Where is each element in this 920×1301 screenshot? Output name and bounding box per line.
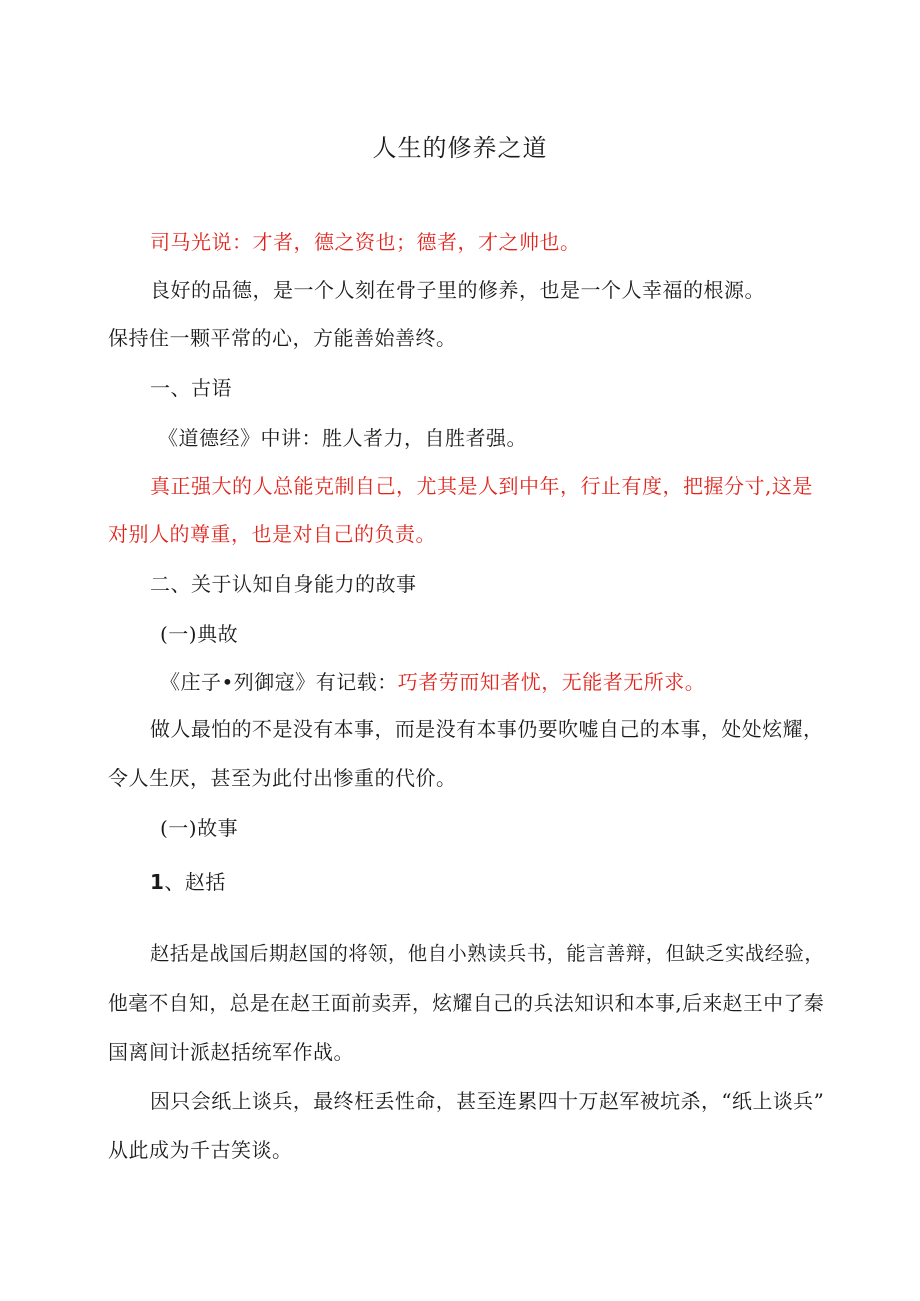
story-1-number: 1 bbox=[150, 870, 165, 894]
paragraph-3-line-2: 他毫不自知，总是在赵王面前卖弄，炫耀自己的兵法知识和本事,后来赵王中了秦 bbox=[108, 992, 825, 1015]
document-title: 人生的修养之道 bbox=[372, 134, 548, 162]
paragraph-4-line-1: 因只会纸上谈兵，最终枉丢性命，甚至连累四十万赵军被坑杀，“纸上谈兵” bbox=[150, 1090, 825, 1113]
quote-sima-guang: 司马光说：才者，德之资也；德者，才之帅也。 bbox=[150, 230, 581, 254]
paragraph-3-line-3: 国离间计派赵括统军作战。 bbox=[108, 1040, 354, 1064]
zhuangzi-quote: 巧者劳而知者忧，无能者无所求。 bbox=[397, 670, 706, 694]
zhuangzi-line bbox=[160, 670, 705, 694]
paragraph-2-line-1: 做人最怕的不是没有本事，而是没有本事仍要吹嘘自己的本事，处处炫耀， bbox=[150, 718, 824, 741]
paragraph-4-line-2: 从此成为千古笑谈。 bbox=[108, 1138, 293, 1162]
subheading-allusion: (一)典故 bbox=[160, 622, 239, 646]
story-1-title: 、赵括 bbox=[164, 870, 226, 894]
paragraph-1-line-1: 良好的品德，是一个人刻在骨子里的修养，也是一个人幸福的根源。 bbox=[150, 278, 765, 302]
paragraph-3-line-1: 赵括是战国后期赵国的将领，他自小熟读兵书，能言善辩，但缺乏实战经验， bbox=[150, 942, 825, 965]
zhuangzi-prefix: 《庄子•列御寇》有记载： bbox=[160, 670, 398, 694]
daodejing-quote: 《道德经》中讲：胜人者力，自胜者强。 bbox=[158, 426, 527, 450]
paragraph-1-line-2: 保持住一颗平常的心，方能善始善终。 bbox=[108, 326, 457, 350]
section-heading-2: 二、关于认知自身能力的故事 bbox=[150, 572, 417, 596]
red-paragraph-line-1: 真正强大的人总能克制自己，尤其是人到中年，行止有度，把握分寸,这是 bbox=[150, 474, 813, 498]
red-paragraph-line-2: 对别人的尊重，也是对自己的负责。 bbox=[108, 522, 436, 546]
section-heading-1: 一、古语 bbox=[150, 376, 232, 400]
paragraph-2-line-2: 令人生厌，甚至为此付出惨重的代价。 bbox=[108, 766, 457, 790]
story-1-heading bbox=[150, 870, 226, 894]
subheading-story: (一)故事 bbox=[160, 816, 239, 840]
